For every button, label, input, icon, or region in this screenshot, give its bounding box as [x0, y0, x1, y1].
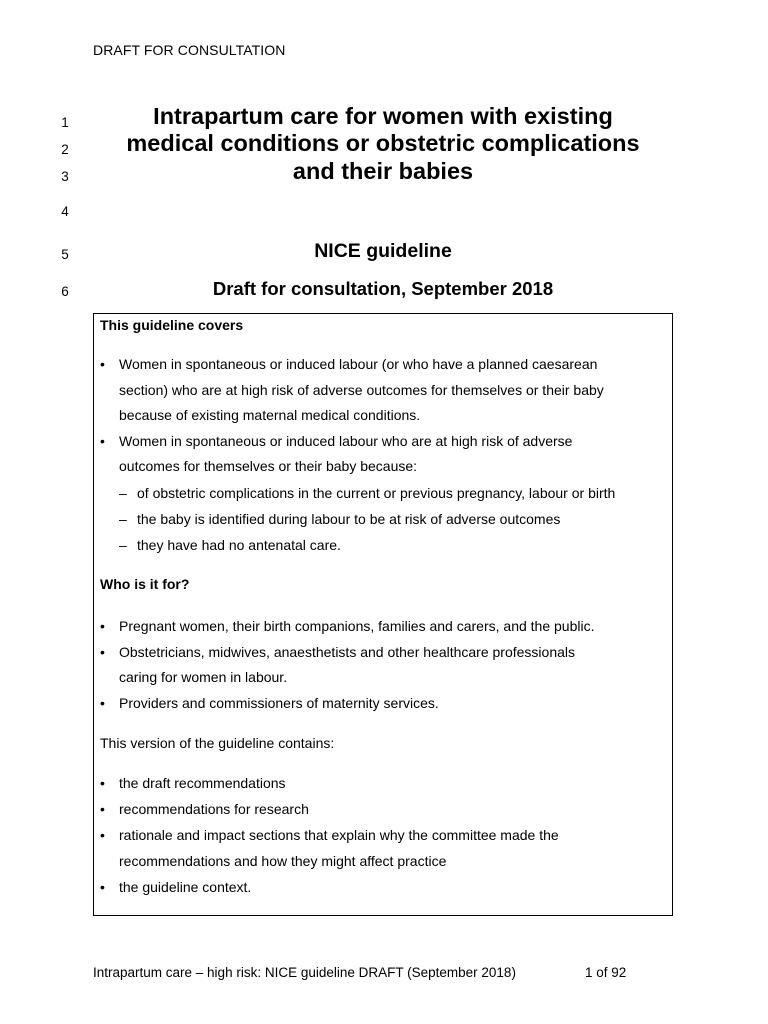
covers-item-line: outcomes for themselves or their baby because:: [119, 458, 418, 474]
bullet-icon: •: [100, 695, 105, 711]
bullet-icon: •: [100, 433, 105, 449]
bullet-icon: •: [100, 827, 105, 843]
covers-item-line: section) who are at high risk of adverse outcomes for themselves or their baby: [119, 382, 604, 398]
bullet-icon: •: [100, 356, 105, 372]
covers-heading: This guideline covers: [100, 317, 244, 333]
covers-item-line: Women in spontaneous or induced labour (or who have a planned caesarean: [119, 356, 598, 372]
line-number: 6: [61, 284, 69, 299]
contains-item-line: the draft recommendations: [119, 775, 286, 791]
footer-title: Intrapartum care – high risk: NICE guideline DRAFT (September 2018): [93, 965, 516, 980]
who-item-line: Providers and commissioners of maternity services.: [119, 695, 439, 711]
covers-item-line: Women in spontaneous or induced labour who are at high risk of adverse: [119, 433, 573, 449]
draft-header: DRAFT FOR CONSULTATION: [93, 42, 286, 58]
title-line: medical conditions or obstetric complications: [126, 130, 640, 156]
contains-item-line: the guideline context.: [119, 879, 252, 895]
title-line: Intrapartum care for women with existing: [153, 103, 613, 129]
contains-item-line: rationale and impact sections that explain why the committee made the: [119, 827, 559, 843]
who-heading: Who is it for?: [100, 576, 190, 592]
contains-item-line: recommendations and how they might affect practice: [119, 853, 447, 869]
bullet-icon: •: [100, 801, 105, 817]
contains-intro: This version of the guideline contains:: [100, 735, 335, 751]
bullet-icon: •: [100, 644, 105, 660]
bullet-icon: •: [100, 618, 105, 634]
contains-item-line: recommendations for research: [119, 801, 309, 817]
summary-box: [93, 313, 673, 916]
bullet-icon: •: [100, 879, 105, 895]
dash-icon: –: [119, 511, 127, 527]
dash-icon: –: [119, 537, 127, 553]
covers-subitem: the baby is identified during labour to be at risk of adverse outcomes: [137, 511, 561, 527]
title-line: and their babies: [292, 158, 474, 184]
dash-icon: –: [119, 485, 127, 501]
line-number: 2: [61, 142, 69, 157]
covers-item-line: because of existing maternal medical conditions.: [119, 407, 421, 423]
guideline-type: NICE guideline: [314, 240, 452, 262]
covers-subitem: they have had no antenatal care.: [137, 537, 341, 553]
bullet-icon: •: [100, 775, 105, 791]
who-item-line: Obstetricians, midwives, anaesthetists and other healthcare professionals: [119, 644, 576, 660]
who-item-line: Pregnant women, their birth companions, families and carers, and the public.: [119, 618, 595, 634]
line-number: 1: [61, 115, 69, 130]
covers-subitem: of obstetric complications in the current or previous pregnancy, labour or birth: [137, 485, 616, 501]
line-number: 4: [61, 204, 69, 219]
who-item-line: caring for women in labour.: [119, 669, 288, 685]
page-number: 1 of 92: [585, 965, 627, 980]
consultation-date: Draft for consultation, September 2018: [212, 278, 554, 299]
line-number: 5: [61, 247, 69, 262]
line-number: 3: [61, 169, 69, 184]
